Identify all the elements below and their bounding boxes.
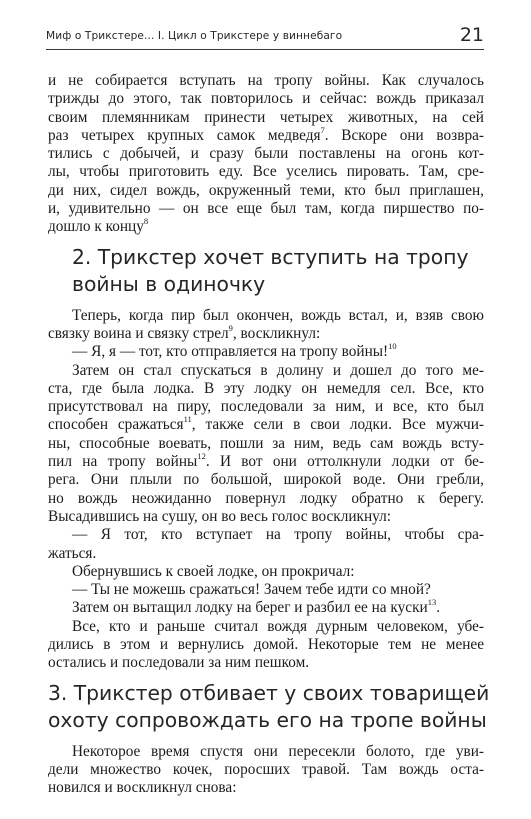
paragraph-3 [48,743,484,798]
running-header [46,23,484,50]
text-line: рега. Они плыли по большой, широкой воде. Они гребли, [48,471,484,489]
text-line: Обернувшись к своей лодке, он прокричал: [72,562,355,580]
text-fragment: пил на тропу войны [48,453,198,471]
text-line: — Ты не можешь сражаться! Зачем тебе идти со мной? [72,581,431,599]
heading-line: 2. Трикстер хочет вступить на тропу [72,244,469,269]
text-line: дели множество кочек, поросших травой. Там вождь оста- [48,760,484,778]
text-line: и, удивительно — он все еще был там, когда пиршество по- [48,200,484,218]
section-heading-3 [48,680,490,734]
text-line: но вождь неожиданно повернул лодку обратно к берегу. [48,489,484,507]
text-fragment: . Вскоре они возвра- [324,126,484,144]
text-fragment: . [436,599,441,617]
footnote-ref: 8 [143,216,149,227]
text-fragment: раз четырех крупных самок медведя [48,126,321,144]
text-fragment: . И вот они оттолкнули лодки от бе- [205,453,485,471]
text-fragment: , воскликнул: [232,324,321,342]
text-line: Теперь, когда пир был окончен, вождь встал, и, взяв свою [72,306,484,324]
heading-line: 3. Трикстер отбивает у своих товарищей [48,680,490,705]
text-fragment: дошло к концу [48,218,144,236]
text-fragment: способен сражаться [48,416,184,434]
text-line: Некоторое время спустя они пересекли болото, где уви- [72,742,484,760]
text-line: дились в этом и вернулись домой. Некоторые тем не менее [48,636,484,654]
text-fragment: , также сели в свои лодки. Все мужчи- [191,416,484,434]
text-line: ны, способные воевать, пошли за ним, ведь сам вождь всту- [48,434,484,452]
page-number: 21 [459,24,484,46]
text-line: Затем он стал спускаться в долину и дошел до того ме- [72,361,484,379]
heading-line: войны в одиночку [72,271,266,296]
paragraph-2 [48,307,484,673]
paragraph-1 [48,72,484,237]
footnote-ref: 13 [427,597,437,608]
page-body [48,72,490,798]
text-line: Все, кто и раньше считал вождя дурным человеком, убе- [72,617,484,635]
footnote-ref: 11 [183,414,192,425]
text-fragment: — Я, я — тот, кто отправляется на тропу войны! [72,343,389,361]
text-line: новился и воскликнул снова: [48,779,237,797]
text-line: и не собирается вступать на тропу войны. Как случалось [48,72,484,89]
text-line [48,124,484,145]
text-line: — Я тот, кто вступает на тропу войны, чтобы сра- [72,526,484,544]
text-line [48,450,485,471]
text-line [48,416,484,434]
heading-line: охоту сопровождать его на тропе войны [48,707,487,732]
footnote-ref: 10 [388,341,397,352]
text-line: Высадившись на сушу, он во весь голос воскликнул: [48,507,391,525]
text-line: своим племянникам принести четырех животных, на сей [48,108,484,126]
text-line: жаться. [48,544,97,562]
text-line: ди них, сидел вождь, окруженный теми, кто был приглашен, [48,181,484,199]
running-title: Миф о Трикстере... I. Цикл о Трикстере у виннебаго [46,30,343,42]
text-line: трижды до этого, так повторилось и сейчас: вождь приказал [48,90,484,108]
footnote-ref: 12 [197,450,206,461]
text-line [48,322,484,343]
footnote-ref: 7 [320,124,325,135]
text-line: присутствовал на пиру, последовали за ним, и все, кто был [48,398,484,416]
text-line: тились с добычей, и сразу были поставлены на огонь кот- [48,145,484,163]
text-line [48,218,484,236]
text-fragment: Затем он вытащил лодку на берег и разбил ее на куски [72,599,428,617]
section-heading-2 [48,244,484,298]
text-line: лы, чтобы приготовить еду. Все уселись пировать. Там, сре- [48,163,484,181]
text-line [48,599,484,617]
text-line: остались и последовали за ним пешком. [48,654,310,672]
text-line [48,343,484,361]
footnote-ref: 9 [228,322,233,333]
text-fragment: связку воина и связку стрел [48,324,229,342]
text-line: ста, где была лодка. В эту лодку он немедля сел. Все, кто [48,379,484,397]
